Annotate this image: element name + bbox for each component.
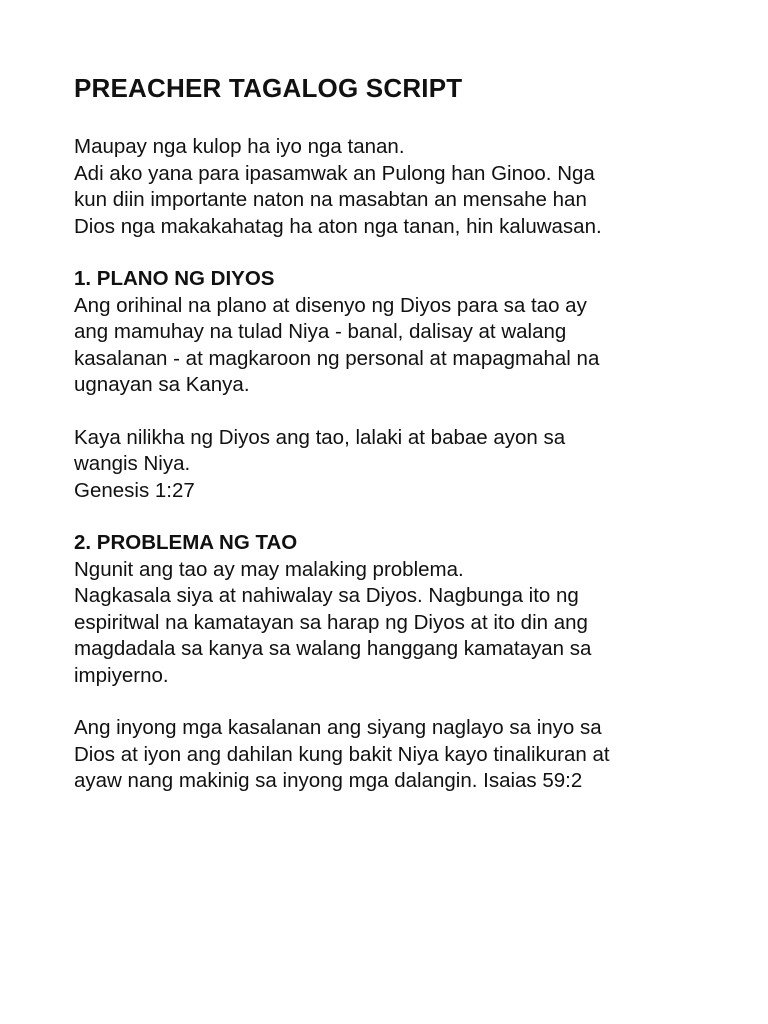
text-line: espiritwal na kamatayan sa harap ng Diyos at ito din ang [74,610,588,634]
section-1-paragraph-1 [74,266,714,399]
intro-paragraph [74,134,714,240]
text-line: Ngunit ang tao ay may malaking problema. [74,557,464,581]
text-line: wangis Niya. [74,452,191,475]
text-line: Dios nga makakahatag ha aton nga tanan, hin kaluwasan. [74,214,602,238]
text-line: kun diin importante naton na masabtan an mensahe han [74,188,587,211]
text-line: ang mamuhay na tulad Niya - banal, dalisay at walang [74,320,567,343]
text-line: Adi ako yana para ipasamwak an Pulong han Ginoo. Nga [74,161,595,185]
bible-reference: Genesis 1:27 [74,478,195,502]
text-line: ayaw nang makinig sa inyong mga dalangin. Isaias 59:2 [74,769,583,792]
text-line: Ang orihinal na plano at disenyo ng Diyos para sa tao ay [74,293,587,317]
section-2-paragraph-1 [74,530,714,689]
document-page [74,72,714,821]
text-line: Nagkasala siya at nahiwalay sa Diyos. Nagbunga ito ng [74,584,579,607]
text-line: ugnayan sa Kanya. [74,373,250,396]
text-line: impiyerno. [74,663,169,687]
document-title: PREACHER TAGALOG SCRIPT [74,73,463,103]
section-1-paragraph-2 [74,425,714,505]
text-line: Kaya nilikha ng Diyos ang tao, lalaki at babae ayon sa [74,425,566,449]
text-line: magdadala sa kanya sa walang hanggang kamatayan sa [74,637,592,660]
section-2-paragraph-2 [74,715,714,795]
text-line: Maupay nga kulop ha iyo nga tanan. [74,135,405,158]
text-line: Dios at iyon ang dahilan kung bakit Niya kayo tinalikuran at [74,742,610,766]
section-1-heading: 1. PLANO NG DIYOS [74,267,275,290]
section-2-heading: 2. PROBLEMA NG TAO [74,531,298,554]
text-line: Ang inyong mga kasalanan ang siyang naglayo sa inyo sa [74,716,602,739]
text-line: kasalanan - at magkaroon ng personal at mapagmahal na [74,346,600,370]
